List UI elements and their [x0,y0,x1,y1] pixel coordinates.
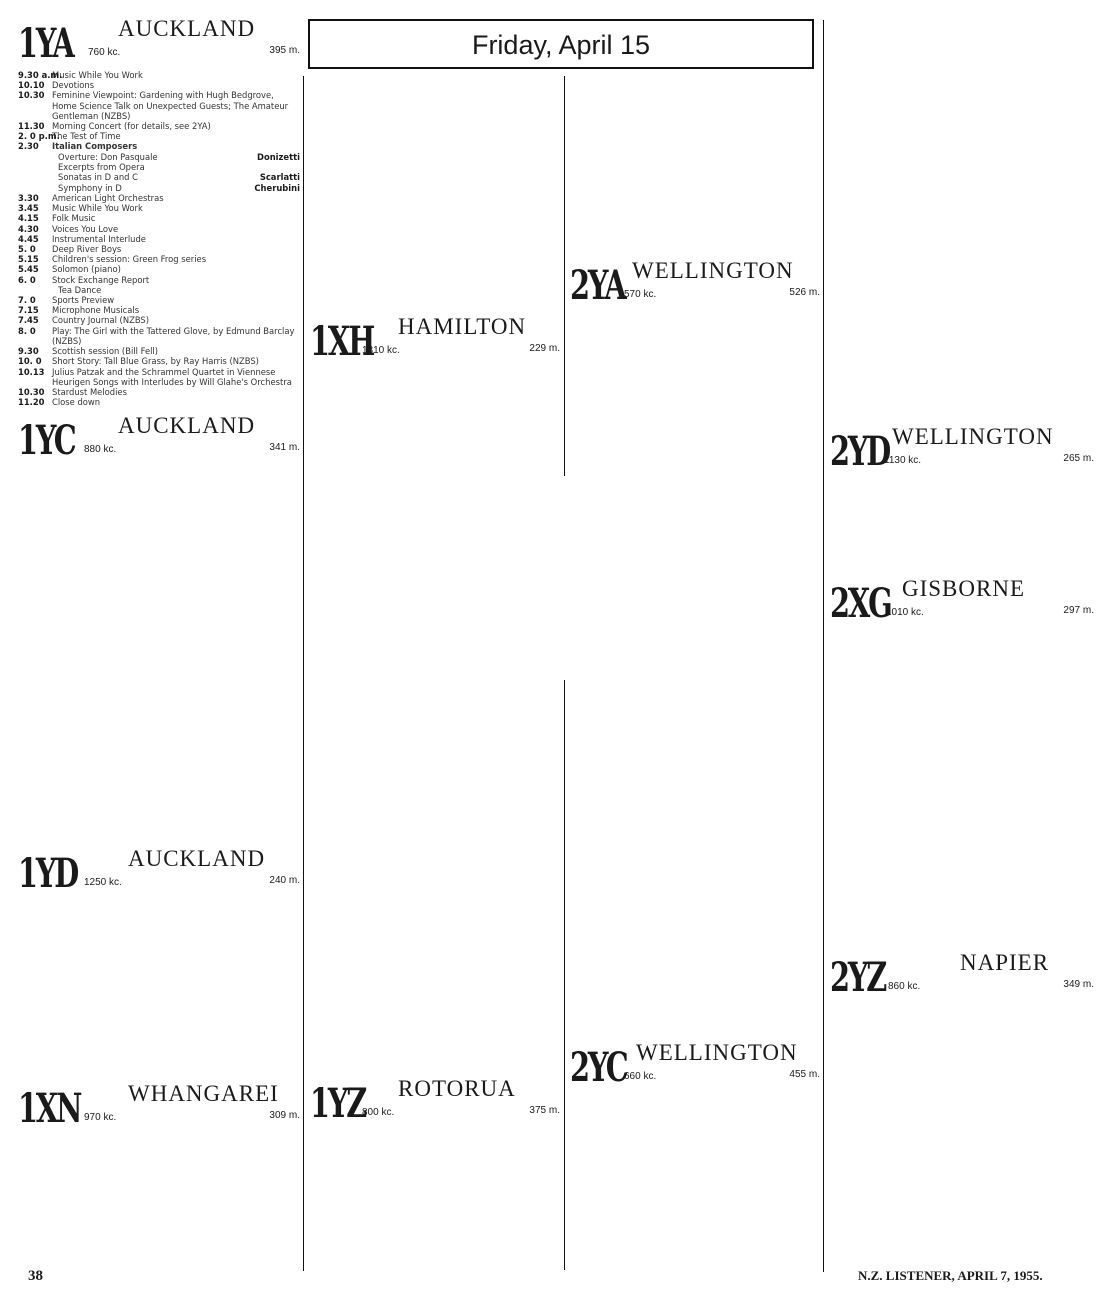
call-sign: 2XG [830,580,891,627]
column-rule [303,76,304,1271]
wavelength: 395 m. [269,45,300,56]
wavelength: 240 m. [269,875,300,886]
frequency: 1310 kc. [362,345,400,356]
call-sign: 2YA [570,262,625,309]
station-header-1xh [310,314,560,366]
page-number: 38 [28,1268,43,1284]
wavelength: 265 m. [1063,453,1094,464]
column-3 [570,258,820,312]
station-name: WHANGAREI [128,1081,279,1106]
programme-entry: 8. 0 Play: The Girl with the Tattered Glove, by Edmund Barclay (NZBS) [18,325,295,346]
call-sign: 1YD [18,850,78,897]
frequency: 880 kc. [84,444,117,456]
station-name: HAMILTON [398,314,527,339]
programme-entry: 4.15 Folk Music [18,213,96,224]
programme-entry: 10.30 Feminine Viewpoint: Gardening with Hugh Bedgrove, Home Science Talk on Unexpected Guests; The Amateur Gentleman (NZBS) [18,90,289,121]
station-name: AUCKLAND [128,846,266,871]
station-name: WELLINGTON [636,1040,798,1065]
call-sign: 2YD [830,428,890,475]
programme-entry: 10. 0 Short Story: Tall Blue Grass, by Ray Harris (NZBS) [18,356,259,367]
call-sign: 1YA [18,20,73,67]
station-name: GISBORNE [902,576,1026,601]
frequency: 760 kc. [88,47,121,58]
programme-entry: 5.15 Children's session: Green Frog series [18,254,207,265]
wavelength: 455 m. [789,1069,820,1080]
programme-entry: 7.45 Country Journal (NZBS) [18,315,150,326]
programme-entry: 6. 0 Stock Exchange Report Tea Dance [18,274,150,295]
call-sign: 1YC [18,417,75,465]
programme-entry: 10.10 Devotions [18,80,95,91]
frequency: 660 kc. [624,1071,657,1082]
station-name: NAPIER [960,950,1050,975]
programme-entry: 7. 0 Sports Preview [18,295,115,306]
column-rule [564,76,565,476]
column-1-lower-2 [18,1081,300,1135]
frequency: 1130 kc. [884,455,922,466]
station-header-1xn [18,1081,300,1133]
column-rule [564,680,565,1270]
call-sign: 1XH [310,318,374,365]
station-name: WELLINGTON [892,424,1054,449]
column-2-lower [310,1076,560,1130]
wavelength: 309 m. [269,1110,300,1121]
programme-entry: 10.30 Stardust Melodies [18,386,127,397]
column-1 [18,16,300,467]
call-sign: 2YC [570,1044,627,1091]
programme-entry: 3.45 Music While You Work [18,203,143,214]
station-header-1yz [310,1076,560,1128]
programme-entry: 9.30 a.m. Music While You Work [18,70,143,80]
publication-footer: N.Z. LISTENER, APRIL 7, 1955. [858,1268,1043,1283]
programme-entry: 7.15 Microphone Musicals [18,305,140,316]
station-header-2ya [570,258,820,310]
frequency: 970 kc. [84,1112,117,1123]
programme-entry: 2. 0 p.m. The Test of Time [18,131,121,142]
programme-entry: 11.30 Morning Concert (for details, see 2YA) [18,121,211,132]
station-header-2yd [830,424,1094,476]
wavelength: 349 m. [1063,979,1094,990]
wavelength: 229 m. [529,343,560,354]
column-3-lower [570,1040,820,1094]
column-2 [310,314,560,368]
frequency: 860 kc. [888,981,921,992]
page-date-header: Friday, April 15 [308,19,814,69]
station-name: ROTORUA [398,1076,516,1101]
column-1-lower [18,846,300,900]
station-header-1yd [18,846,300,898]
station-header-2yc [570,1040,820,1092]
frequency: 800 kc. [362,1107,395,1118]
call-sign: 1XN [18,1085,81,1132]
station-header-1ya [18,16,300,68]
programme-entry: 2.30 Italian Composers Overture: Don Pasquale Donizetti Excerpts from Opera Sonatas in D and C Scarlatti Symphony in D Cherubini [18,141,300,193]
wavelength: 526 m. [789,287,820,298]
programme-entry: 10.13 Julius Patzak and the Schrammel Quartet in Viennese Heurigen Songs with Interludes by Will Glahe's Orchestra [18,366,292,387]
programme-entry: 11.20 Close down [18,397,101,408]
station-name: AUCKLAND [118,413,256,439]
programme-entry: 3.30 American Light Orchestras [18,193,164,204]
station-header-1yc [18,413,300,465]
call-sign: 2YZ [830,954,886,1001]
column-4-lower [830,950,1094,1004]
wavelength: 375 m. [529,1105,560,1116]
programme-entry: 4.45 Instrumental Interlude [18,233,146,244]
column-4-mid [830,576,1094,630]
programme-entry: 5.45 Solomon (piano) [18,264,121,275]
station-header-2xg [830,576,1094,628]
station-name: WELLINGTON [632,258,794,283]
programme-entry: 5. 0 Deep River Boys [18,244,122,255]
station-header-2yz [830,950,1094,1002]
frequency: 570 kc. [624,289,657,300]
programme-entry: 4.30 Voices You Love [18,223,119,234]
programme-entry: 9.30 Scottish session (Bill Fell) [18,346,159,357]
wavelength: 341 m. [269,442,300,454]
wavelength: 297 m. [1063,605,1094,616]
column-rule [823,20,824,1272]
call-sign: 1YZ [310,1080,366,1127]
column-4 [830,424,1094,478]
frequency: 1250 kc. [84,877,122,888]
frequency: 1010 kc. [886,607,924,618]
station-name: AUCKLAND [118,16,256,41]
